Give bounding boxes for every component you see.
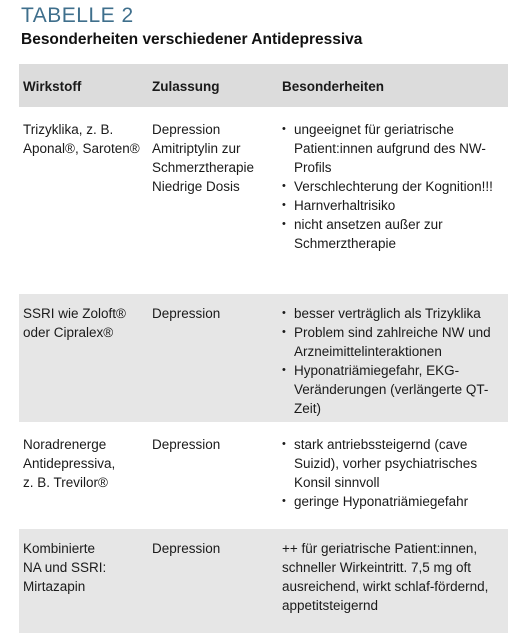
list-item: • besser verträglich als Trizyklika <box>282 304 506 323</box>
cell-wirkstoff: Kombinierte NA und SSRI: Mirtazapin <box>23 541 107 594</box>
bullet-list <box>282 435 506 511</box>
table-header-row <box>19 64 508 109</box>
column-header-besonderheiten: Besonderheiten <box>278 64 508 109</box>
list-item: • Harnverhaltrisiko <box>282 196 506 215</box>
cell-zulassung: Depression <box>148 424 278 528</box>
antidepressants-table <box>19 64 508 633</box>
bullet-list <box>282 304 506 418</box>
table-row <box>19 109 508 293</box>
list-item: • stark antriebssteigernd (cave Suizid), vorher psychiatrisches Konsil sinnvoll <box>282 435 506 492</box>
table-title: Besonderheiten verschiedener Antidepressiva <box>21 31 363 48</box>
cell-wirkstoff: Trizyklika, z. B. Aponal®, Saroten® <box>19 109 148 293</box>
list-item: • Hyponatriämiegefahr, EKG-Veränderungen (verlängerte QT-Zeit) <box>282 361 506 418</box>
cell-besonderheiten: ++ für geriatrische Patient:innen, schneller Wirkeintritt. 7,5 mg oft ausreichend, wirkt schlaf-fördernd, appetitsteigernd <box>282 541 489 613</box>
cell-wirkstoff: SSRI wie Zoloft® oder Cipralex® <box>19 293 148 424</box>
table-row <box>19 424 508 528</box>
cell-wirkstoff: Noradrenerge Antidepressiva, z. B. Trevilor® <box>19 424 148 528</box>
cell-besonderheiten <box>278 293 508 424</box>
table-label: TABELLE 2 <box>21 4 134 27</box>
column-header-wirkstoff: Wirkstoff <box>19 64 148 109</box>
cell-zulassung: Depression <box>152 541 221 556</box>
table-container <box>19 64 508 633</box>
cell-besonderheiten <box>278 109 508 293</box>
table-row <box>19 528 508 633</box>
list-item: • ungeeignet für geriatrische Patient:innen aufgrund des NW-Profils <box>282 120 506 177</box>
list-item: • nicht ansetzen außer zur Schmerztherapie <box>282 215 506 253</box>
list-item: • Problem sind zahlreiche NW und Arzneimittelinteraktionen <box>282 323 506 361</box>
list-item: • Verschlechterung der Kognition!!! <box>282 177 506 196</box>
cell-zulassung: Depression Amitriptylin zur Schmerztherapie Niedrige Dosis <box>148 109 278 293</box>
list-item: • geringe Hyponatriämiegefahr <box>282 492 506 511</box>
table-row <box>19 293 508 424</box>
column-header-zulassung: Zulassung <box>148 64 278 109</box>
bullet-list <box>282 120 506 253</box>
cell-besonderheiten <box>278 424 508 528</box>
cell-zulassung: Depression <box>148 293 278 424</box>
